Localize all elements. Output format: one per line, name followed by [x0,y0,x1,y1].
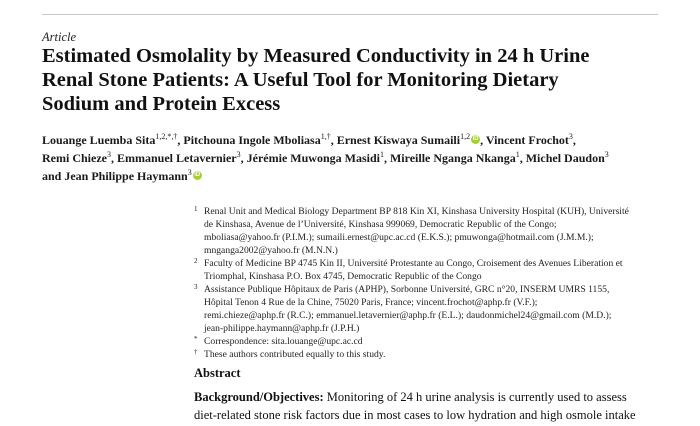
affiliation-line: mboliasa@yahoo.fr (P.I.M.); sumaili.ernest@upc.ac.cd (E.K.S.); pmuwonga@hotmail.com (J.M.M.); [204,232,594,243]
author-separator: , [572,133,576,147]
author-affiliation-marks: 3 [604,150,609,159]
abstract-section-label: Background/Objectives: [194,390,324,404]
affiliation-line: Assistance Publique Hôpitaux de Paris (APHP), Sorbonne Université, GRC n°20, INSERM UMRS 1155, [204,284,610,295]
header-rule [42,14,658,15]
author-name: Ernest Kiswaya Sumaili [336,133,461,147]
affiliation-number: 3 [194,283,198,291]
title-line: Sodium and Protein Excess [42,93,281,115]
correspondence-note [194,335,674,348]
affiliation-line: remi.chieze@aphp.fr (R.C.); emmanuel.letavernier@aphp.fr (E.L.); daudonmichel24@gmail.com (M.D.); [204,310,612,321]
author-separator: , [110,151,117,165]
author-name: Remi Chieze [42,151,107,165]
author-separator: , [177,133,184,147]
author-affiliation-marks: 3 [187,168,192,177]
affiliation-line: de Kinshasa, Avenue de l’Université, Kinshasa 999069, Democratic Republic of the Congo; [204,219,557,230]
affiliations [194,205,674,361]
abstract-heading: Abstract [194,366,241,380]
affiliation-line: Renal Unit and Medical Biology Department BP 818 Kin XI, Kinshasa University Hospital (KUH), Université [204,206,629,217]
note-marker: † [194,348,198,356]
affiliation-item [194,205,674,257]
paper-title [42,44,662,116]
correspondence-line: Correspondence: sita.louange@upc.ac.cd [204,336,363,347]
affiliation-item [194,257,674,283]
title-line: Renal Stone Patients: A Useful Tool for Monitoring Dietary [42,69,559,91]
author-name: Vincent Frochot [485,133,569,147]
author-affiliation-marks: 1,† [320,132,331,141]
author-affiliation-marks: 1 [379,150,384,159]
author-affiliation-marks: 3 [106,150,111,159]
abstract-line: diet-related stone risk factors due in most cases to low hydration and high osmole intake [194,408,636,422]
author-affiliation-marks: 3 [236,150,241,159]
author-line [42,149,672,167]
affiliation-line: Faculty of Medicine BP 4745 Kin II, Université Protestante au Congo, Croisement des Avenues Liberation et [204,258,623,269]
author-separator: , [330,133,337,147]
author-line [42,131,672,149]
article-type-label: Article [42,30,77,44]
equal-contribution-note [194,348,674,361]
orcid-icon[interactable]: iD [194,172,201,178]
affiliation-number: 2 [194,257,198,265]
author-name: Pitchouna Ingole Mboliasa [183,133,321,147]
abstract-line [194,388,674,406]
author-name: Jérémie Muwonga Masidi [246,151,380,165]
author-name: Mireille Nganga Nkanga [389,151,516,165]
author-name: Louange Luemba Sita [42,133,156,147]
title-line: Estimated Osmolality by Measured Conductivity in 24 h Urine [42,45,590,67]
orcid-icon[interactable]: iD [472,136,479,142]
author-name: and Jean Philippe Haymann [42,169,188,183]
affiliation-line: Triomphal, Kinshasa P.O. Box 4745, Democratic Republic of the Congo [204,271,482,282]
abstract-body [194,388,674,424]
author-affiliation-marks: 3 [568,132,573,141]
affiliation-number: 1 [194,205,198,213]
abstract-text: Monitoring of 24 h urine analysis is currently used to assess [323,390,627,404]
affiliation-line: mnganga2002@yahoo.fr (M.N.N.) [204,245,338,256]
author-name: Michel Daudon [525,151,605,165]
author-separator: , [240,151,247,165]
author-affiliation-marks: 1,2 [460,132,471,141]
author-name: Emmanuel Letavernier [116,151,237,165]
equal-contribution-line: These authors contributed equally to this study. [204,349,386,360]
author-separator: , [480,133,486,147]
affiliation-line: Hôpital Tenon 4 Rue de la Chine, 75020 Paris, France; vincent.frochot@aphp.fr (V.F.); [204,297,538,308]
author-separator: , [519,151,526,165]
note-marker: * [194,335,198,343]
affiliation-line: jean-philippe.haymann@aphp.fr (J.P.H.) [204,323,360,334]
author-separator: , [383,151,390,165]
author-list [42,131,672,185]
author-line [42,167,672,185]
author-affiliation-marks: 1 [515,150,520,159]
author-affiliation-marks: 1,2,*,† [155,132,178,141]
affiliation-item [194,283,674,335]
